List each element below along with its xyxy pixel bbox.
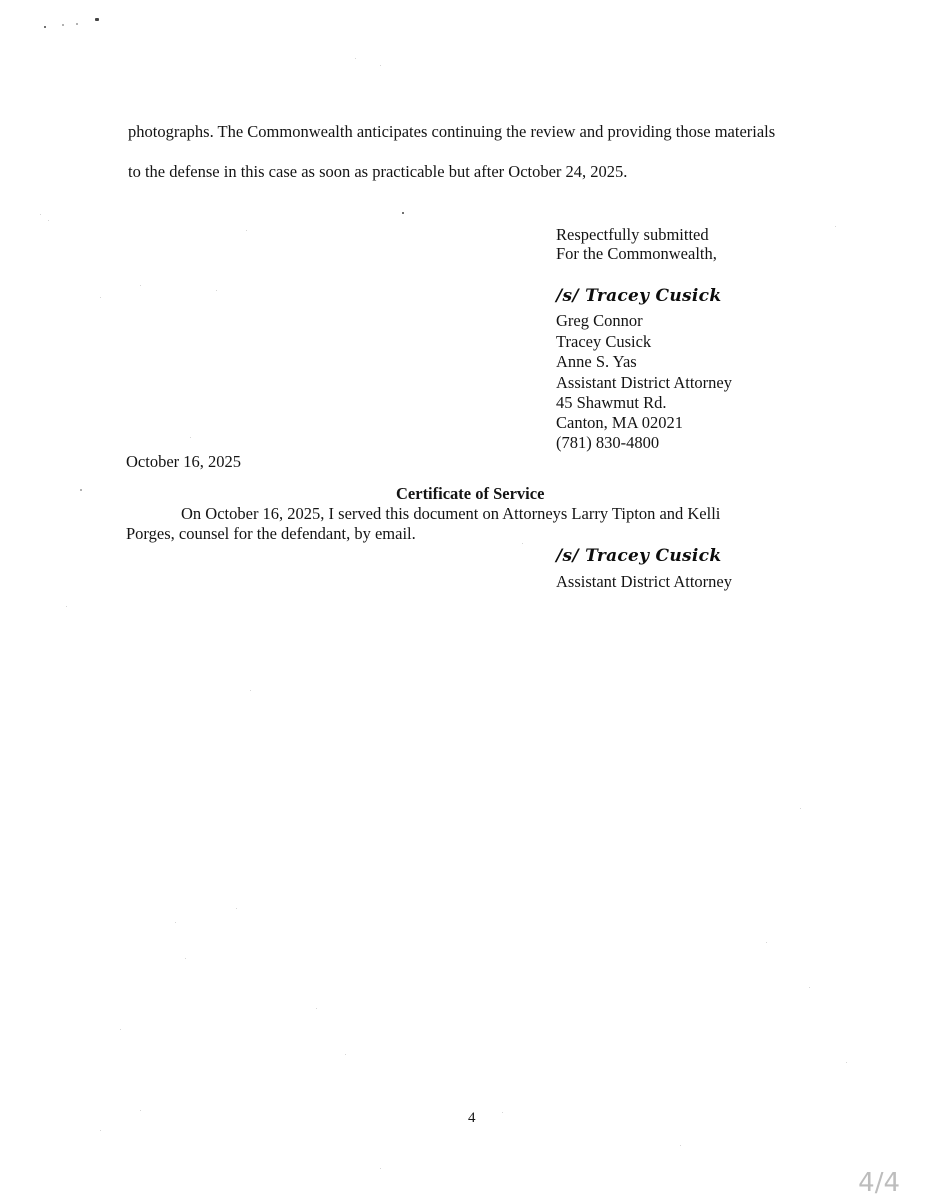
body-line-2: to the defense in this case as soon as practicable but after October 24, 2025. [128,162,628,181]
certificate-signatory-title: Assistant District Attorney [556,572,732,591]
closing-line-2: For the Commonwealth, [556,244,717,263]
address-street: 45 Shawmut Rd. [556,393,667,412]
certificate-line-1: On October 16, 2025, I served this document on Attorneys Larry Tipton and Kelli [181,504,721,523]
signatory-name: Anne S. Yas [556,352,637,371]
signatory-title: Assistant District Attorney [556,373,732,392]
body-line-1: photographs. The Commonwealth anticipates continuing the review and providing those materials [128,122,776,141]
signature: /s/ Tracey Cusick [556,286,722,306]
document-date: October 16, 2025 [126,452,242,471]
address-city: Canton, MA 02021 [556,413,683,432]
closing-line-1: Respectfully submitted [556,225,709,244]
certificate-line-2: Porges, counsel for the defendant, by email. [126,524,416,543]
signatory-name: Greg Connor [556,311,643,330]
certificate-signature: /s/ Tracey Cusick [556,546,722,566]
signatory-name: Tracey Cusick [556,332,652,351]
phone-number: (781) 830-4800 [556,433,660,452]
page-number: 4 [468,1110,476,1126]
page-counter: 4/4 [858,1168,900,1198]
certificate-title: Certificate of Service [396,484,545,503]
